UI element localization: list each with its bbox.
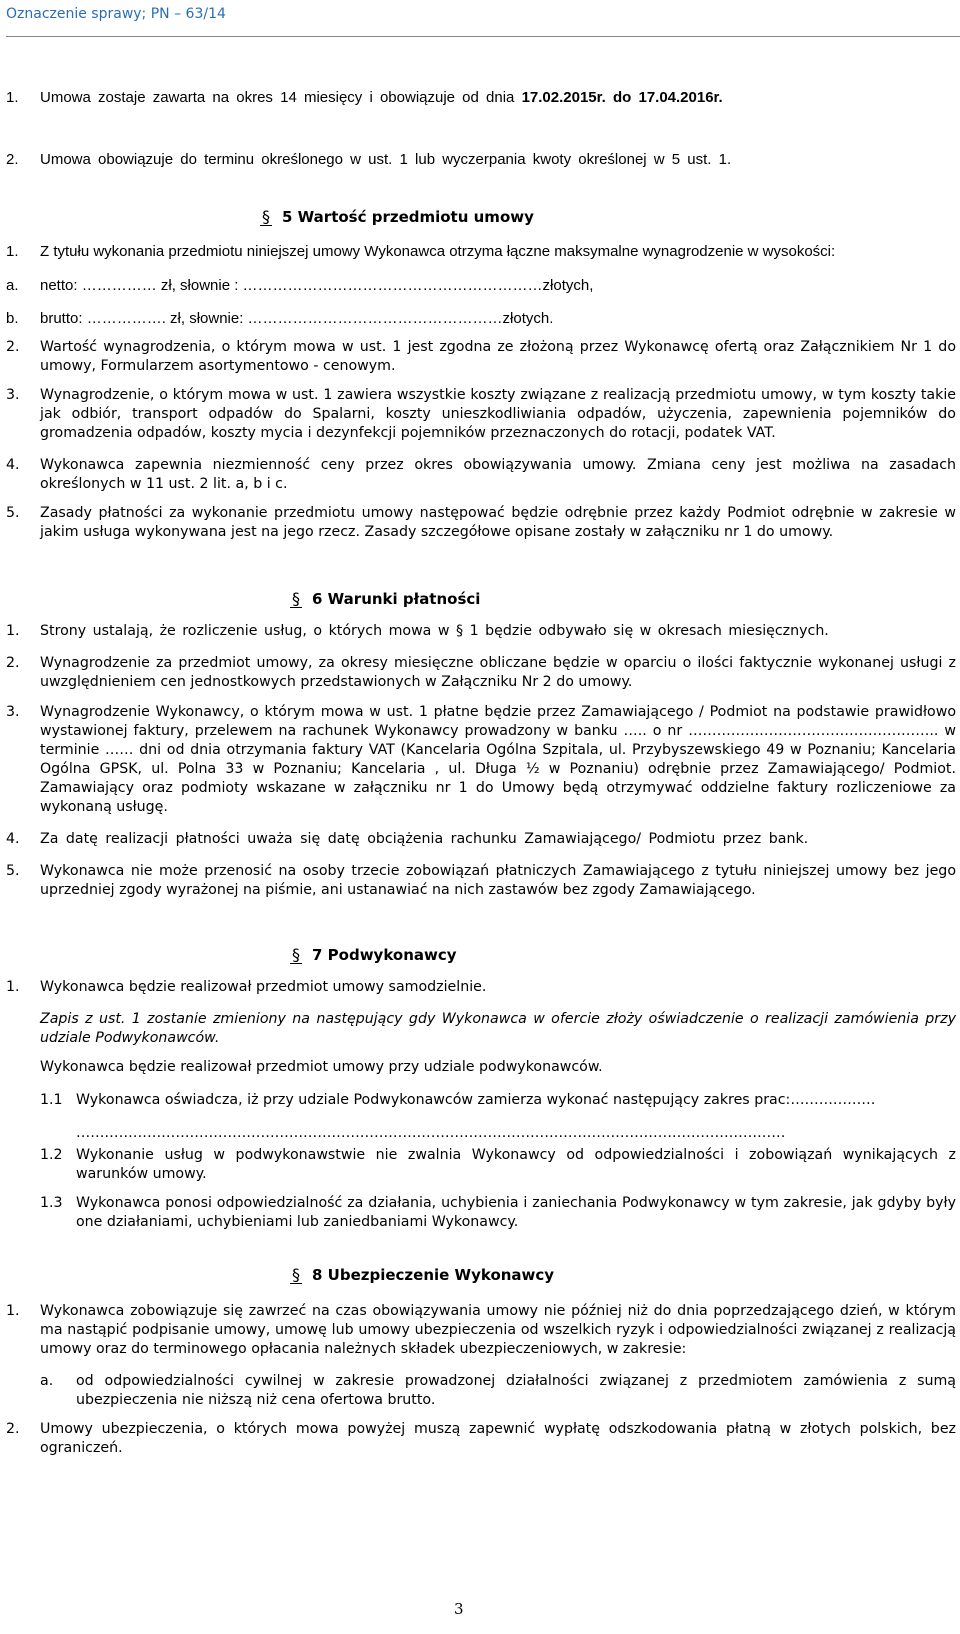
item-text: Umowy ubezpieczenia, o których mowa powyżej muszą zapewnić wypłatę odszkodowania płatną w złotych polskich, bez ograniczeń. bbox=[40, 1421, 956, 1456]
paragraph-sign: § bbox=[262, 207, 270, 226]
item-text: Za datę realizacji płatności uważa się datę obciążenia rachunku Zamawiającego/ Podmiotu przez bank. bbox=[40, 831, 809, 847]
s8-item-1 bbox=[6, 1302, 956, 1362]
section-title: 6 Warunki płatności bbox=[312, 590, 481, 608]
section-6-heading bbox=[290, 590, 480, 608]
item-number: 2. bbox=[6, 339, 20, 355]
netto-line: netto: …………… zł, słownie : ……………………………………………………złotych, bbox=[40, 277, 594, 294]
paragraph-sign: § bbox=[292, 945, 300, 964]
item-number: 1. bbox=[6, 1303, 20, 1319]
date-range: 17.02.2015r. do 17.04.2016r. bbox=[521, 89, 723, 106]
document-header: Oznaczenie sprawy; PN – 63/14 bbox=[6, 6, 226, 22]
item-number: 1. bbox=[6, 89, 19, 106]
s5-item-5 bbox=[6, 504, 956, 544]
item-number: 5. bbox=[6, 505, 20, 521]
item-text: Wykonanie usług w podwykonawstwie nie zwalnia Wykonawcy od odpowiedzialności i zobowiązań wynikających z warunków umowy. bbox=[76, 1147, 956, 1182]
section-5-heading bbox=[260, 208, 534, 226]
item-text: Wykonawca nie może przenosić na osoby trzecie zobowiązań płatniczych Zamawiającego z tytułu niniejszej umowy bez jego uprzedniej zgody wyrażonej na piśmie, ani ustanawiać na nich zastawów bez zgody Zamawiającego. bbox=[40, 863, 956, 898]
page-number: 3 bbox=[454, 1600, 464, 1618]
item-text: Wykonawca oświadcza, iż przy udziale Podwykonawców zamierza wykonać następujący zakres prac:……………… bbox=[76, 1092, 876, 1108]
item-text: od odpowiedzialności cywilnej w zakresie prowadzonej działalności związanej z przedmiotem zamówienia z sumą ubezpieczenia nie niższą niż cena ofertowa brutto. bbox=[76, 1373, 956, 1408]
section-title: 8 Ubezpieczenie Wykonawcy bbox=[312, 1266, 555, 1284]
item-number: 2. bbox=[6, 151, 19, 168]
item-text: Zasady płatności za wykonanie przedmiotu umowy następować będzie odrębnie przez każdy Podmiot odrębnie w zakresie w jakim usługa wykonywana jest na jego rzecz. Zasady szczegółowe opisane zostały w załączniku nr 1 do umowy. bbox=[40, 505, 956, 540]
section-title: 5 Wartość przedmiotu umowy bbox=[282, 208, 534, 226]
item-letter: a. bbox=[40, 1373, 54, 1389]
item-number: 1.3 bbox=[40, 1195, 63, 1211]
item-number: 4. bbox=[6, 457, 20, 473]
s5-item-2 bbox=[6, 338, 956, 378]
s6-item-2 bbox=[6, 654, 956, 694]
item-number: 2. bbox=[6, 655, 20, 671]
header-divider bbox=[6, 36, 960, 37]
s7-item-1-3 bbox=[6, 1194, 956, 1234]
item-number: 1. bbox=[6, 979, 20, 995]
paragraph-sign: § bbox=[292, 589, 300, 608]
section-8-heading bbox=[290, 1266, 554, 1284]
item-text: Umowa obowiązuje do terminu określonego w ust. 1 lub wyczerpania kwoty określonej w 5 ust. 1. bbox=[40, 151, 732, 168]
s8-item-2 bbox=[6, 1420, 956, 1460]
fill-in-dots: …………………………………………………………………………………………………………………………………… bbox=[76, 1125, 786, 1141]
item-number: 1.2 bbox=[40, 1147, 63, 1163]
item-text: Wynagrodzenie Wykonawcy, o którym mowa w ust. 1 płatne będzie przez Zamawiającego / Podmiot na podstawie prawidłowo wystawionej faktury, przelewem na rachunek Wykonawcy prowadzony w banku ….. o nr …………………………………………….. w terminie …… dni od dnia otrzymania faktury VAT (Kancelaria Ogólna Szpitala, ul. Przybyszewskiego 49 w Poznaniu; Kancelaria Ogólna GPSK, ul. Polna 33 w Poznaniu; Kancelaria , ul. Długa ½ w Poznaniu) odrębnie przez Zamawiającego/ Podmiot. Zamawiający oraz podmioty wskazane w załączniku nr 1 do Umowy będą otrzymywać oddzielne faktury rozliczeniowe za wykonaną usługę. bbox=[40, 704, 956, 815]
paragraph-sign: § bbox=[292, 1265, 300, 1284]
item-number: 3. bbox=[6, 387, 20, 403]
item-number: 1. bbox=[6, 623, 20, 639]
item-text: Wartość wynagrodzenia, o którym mowa w ust. 1 jest zgodna ze złożoną przez Wykonawcę ofertą oraz Załącznikiem Nr 1 do umowy, Formularzem asortymentowo - cenowym. bbox=[40, 339, 956, 374]
item-text: Wykonawca zobowiązuje się zawrzeć na czas obowiązywania umowy nie później niż do dnia poprzedzającego dzień, w którym ma nastąpić podpisanie umowy, umowę lub umowy ubezpieczenia od wszelkich ryzyk i odpowiedzialności związanej z realizacją umowy oraz do terminowego opłacania należnych składek ubezpieczeniowych, w zakresie: bbox=[40, 1303, 956, 1357]
item-number: 5. bbox=[6, 863, 20, 879]
s6-item-5 bbox=[6, 862, 956, 902]
s6-item-3 bbox=[6, 703, 956, 815]
item-text: Wykonawca będzie realizował przedmiot umowy przy udziale podwykonawców. bbox=[40, 1059, 603, 1075]
s5-item-3 bbox=[6, 386, 956, 446]
item-text: Z tytułu wykonania przedmiotu niniejszej umowy Wykonawca otrzyma łączne maksymalne wynagrodzenie w wysokości: bbox=[40, 243, 836, 260]
item-number: 1.1 bbox=[40, 1092, 63, 1108]
section-7-heading bbox=[290, 946, 457, 964]
section-title: 7 Podwykonawcy bbox=[312, 946, 457, 964]
s7-item-1-2 bbox=[6, 1146, 956, 1186]
s7-note bbox=[6, 1010, 956, 1050]
item-text: Wynagrodzenie, o którym mowa w ust. 1 zawiera wszystkie koszty związane z realizacją przedmiotu umowy, w tym koszty takie jak odbiór, transport odpadów do Spalarni, koszty unieszkodliwiania odpadów, użyczenia, zapewnienia pojemników do gromadzenia odpadów, koszty mycia i dezynfekcji pojemników przeznaczonych do rotacji, podatek VAT. bbox=[40, 387, 956, 441]
item-number: 3. bbox=[6, 704, 20, 720]
s8-item-a bbox=[6, 1372, 956, 1412]
item-text: Strony ustalają, że rozliczenie usług, o których mowa w § 1 będzie odbywało się w okresach miesięcznych. bbox=[40, 623, 829, 639]
s5-item-4 bbox=[6, 456, 956, 496]
item-text: Wynagrodzenie za przedmiot umowy, za okresy miesięczne obliczane będzie w oparciu o ilości faktycznie wykonanej usługi z uwzględnieniem cen jednostkowych przedstawionych w Załączniku Nr 2 do umowy. bbox=[40, 655, 956, 690]
brutto-line: brutto: ……………. zł, słownie: ……………………………………………złotych. bbox=[40, 310, 554, 327]
item-letter: b. bbox=[6, 310, 19, 327]
item-text: Wykonawca będzie realizował przedmiot umowy samodzielnie. bbox=[40, 979, 487, 995]
item-letter: a. bbox=[6, 277, 19, 294]
item-number: 2. bbox=[6, 1421, 20, 1437]
item-text: Umowa zostaje zawarta na okres 14 miesięcy i obowiązuje od dnia bbox=[40, 89, 522, 106]
item-number: 1. bbox=[6, 243, 19, 260]
item-text: Wykonawca zapewnia niezmienność ceny przez okres obowiązywania umowy. Zmiana ceny jest możliwa na zasadach określonych w 11 ust. 2 lit. a, b i c. bbox=[40, 457, 956, 492]
item-number: 4. bbox=[6, 831, 20, 847]
italic-note: Zapis z ust. 1 zostanie zmieniony na następujący gdy Wykonawca w ofercie złoży oświadczenie o realizacji zamówienia przy udziale Podwykonawców. bbox=[40, 1011, 956, 1046]
item-text: Wykonawca ponosi odpowiedzialność za działania, uchybienia i zaniechania Podwykonawcy w tym zakresie, jak gdyby były one działaniami, uchybieniami lub zaniedbaniami Wykonawcy. bbox=[76, 1195, 956, 1230]
